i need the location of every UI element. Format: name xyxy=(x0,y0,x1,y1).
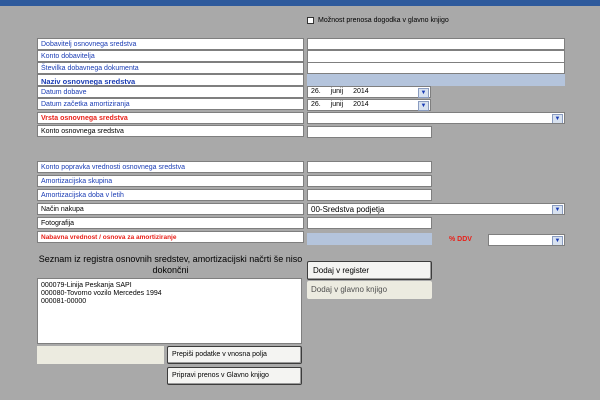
supplier-input[interactable] xyxy=(307,38,565,50)
supply-date-label: Datum dobave xyxy=(37,86,304,98)
prepare-transfer-button[interactable]: Pripravi prenos v Glavno knjigo xyxy=(167,367,302,385)
purchase-method-select[interactable] xyxy=(307,203,565,215)
register-list[interactable] xyxy=(37,278,302,344)
chevron-down-icon[interactable]: ▼ xyxy=(418,88,429,98)
asset-name-input[interactable] xyxy=(307,74,565,86)
status-area xyxy=(37,346,164,364)
list-item[interactable]: 000079-Linija Peskanja SAPI xyxy=(41,282,132,289)
purchase-method-value: 00-Sredstva podjetja xyxy=(311,205,385,214)
amortization-start-year: 2014 xyxy=(353,101,369,108)
correction-account-input[interactable] xyxy=(307,161,432,173)
amortization-period-label: Amortizacijska doba v letih xyxy=(37,189,304,201)
amortization-start-picker[interactable] xyxy=(307,99,431,111)
amortization-group-label: Amortizacijska skupina xyxy=(37,175,304,187)
asset-type-label: Vrsta osnovnega sredstva xyxy=(37,112,304,124)
register-heading: Seznam iz registra osnovnih sredstev, amortizacijski načrti še niso dokončni xyxy=(38,254,303,275)
supply-date-day: 26. xyxy=(311,88,321,95)
supply-date-month: junij xyxy=(330,88,344,95)
correction-account-label: Konto popravka vrednosti osnovnega sredstva xyxy=(37,161,304,173)
asset-type-select[interactable] xyxy=(307,112,565,124)
add-register-button[interactable]: Dodaj v register xyxy=(307,261,432,280)
amortization-period-input[interactable] xyxy=(307,189,432,201)
supply-document-input[interactable] xyxy=(307,62,565,74)
asset-account-label: Konto osnovnega sredstva xyxy=(37,125,304,137)
chevron-down-icon[interactable]: ▼ xyxy=(552,114,563,124)
vat-label: % DDV xyxy=(449,236,472,243)
chevron-down-icon[interactable]: ▼ xyxy=(552,236,563,246)
photo-input[interactable] xyxy=(307,217,432,229)
photo-label: Fotografija xyxy=(37,217,304,229)
purchase-method-label: Način nakupa xyxy=(37,203,304,215)
add-ledger-button[interactable]: Dodaj v glavno knjigo xyxy=(307,281,432,299)
purchase-value-label: Nabavna vrednost / osnova za amortiziranje xyxy=(37,231,304,243)
supplier-account-label: Konto dobavitelja xyxy=(37,50,304,62)
amortization-start-month: junij xyxy=(330,101,344,108)
supply-date-year: 2014 xyxy=(353,88,369,95)
asset-account-input[interactable] xyxy=(307,126,432,138)
copy-data-button[interactable]: Prepiši podatke v vnosna polja xyxy=(167,346,302,364)
supply-date-picker[interactable] xyxy=(307,86,431,98)
vat-select[interactable] xyxy=(488,234,565,246)
amortization-start-label: Datum začetka amortiziranja xyxy=(37,98,304,110)
title-bar xyxy=(0,0,600,6)
supplier-label: Dobavitelj osnovnega sredstva xyxy=(37,38,304,50)
transfer-checkbox[interactable] xyxy=(307,17,314,24)
amortization-group-input[interactable] xyxy=(307,175,432,187)
purchase-value-input[interactable] xyxy=(307,233,432,245)
chevron-down-icon[interactable]: ▼ xyxy=(418,101,429,111)
amortization-start-day: 26. xyxy=(311,101,321,108)
list-item[interactable]: 000081-00000 xyxy=(41,298,87,305)
list-item[interactable]: 000080-Tovorno vozilo Mercedes 1994 xyxy=(41,290,162,297)
transfer-checkbox-label: Možnost prenosa dogodka v glavno knjigo xyxy=(318,17,449,24)
chevron-down-icon[interactable]: ▼ xyxy=(552,205,563,215)
supply-document-label: Številka dobavnega dokumenta xyxy=(37,62,304,74)
asset-name-label: Naziv osnovnega sredstva xyxy=(37,74,304,86)
